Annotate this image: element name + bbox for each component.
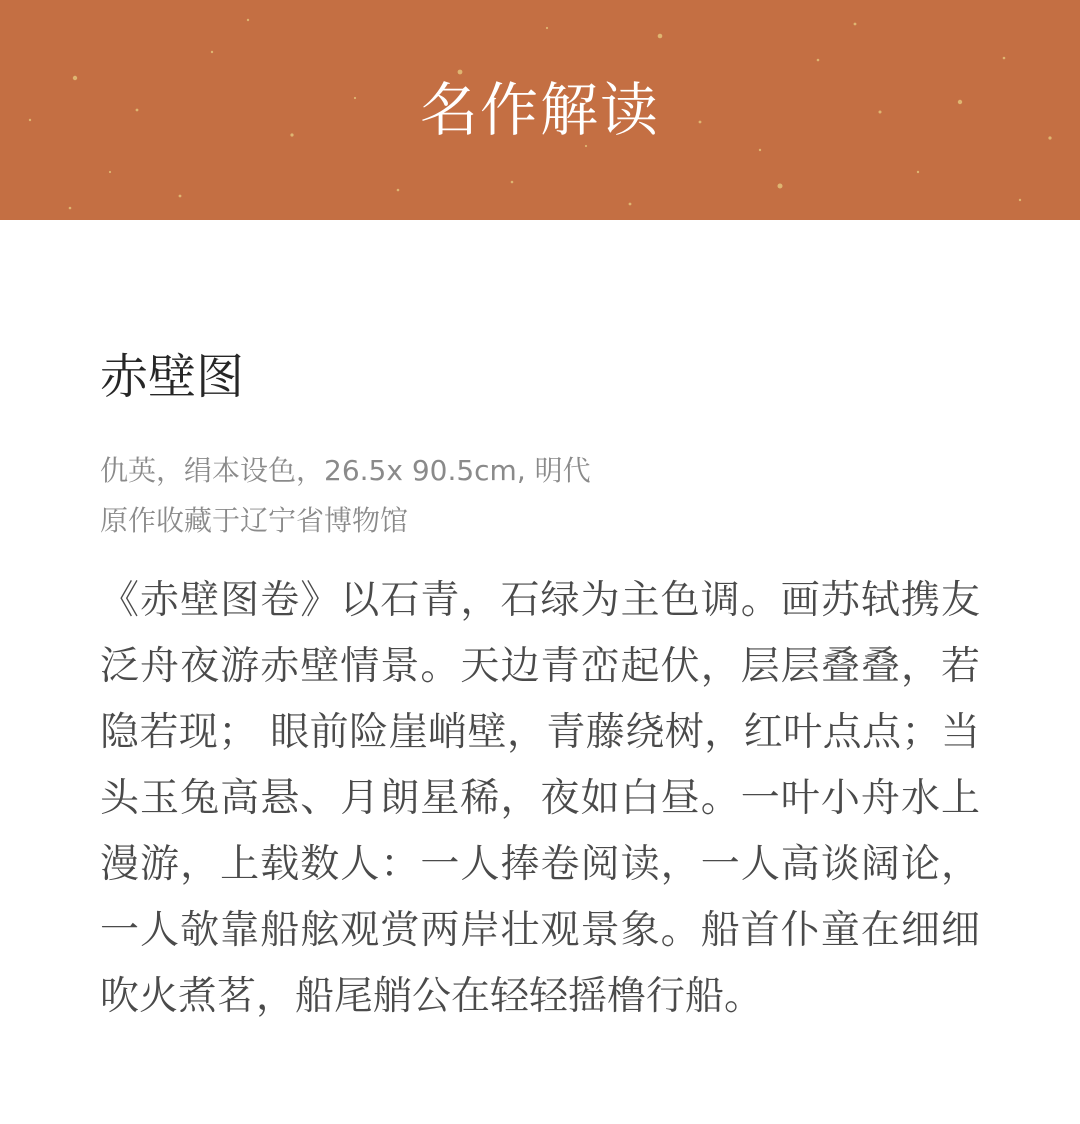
artwork-meta-line-1: 仇英，绢本设色，26.5x 90.5cm, 明代 [100, 454, 591, 487]
banner-title: 名作解读 [419, 76, 660, 144]
artwork-title: 赤壁图 [100, 349, 245, 405]
artwork-meta [100, 446, 591, 546]
header-banner [0, 0, 1080, 220]
artwork-description: 《赤壁图卷》以石青，石绿为主色调。画苏轼携友泛舟夜游赤壁情景。天边青峦起伏，层层叠叠，若隐若现； 眼前险崖峭壁，青藤绕树，红叶点点；当头玉兔高悬、月朗星稀，夜如白昼。一叶小舟水上漫游，上载数人：一人捧卷阅读，一人高谈阔论，一人欹靠船舷观赏两岸壮观景象。船首仆童在细细吹火煮茗，船尾艄公在轻轻摇橹行船。 [100, 578, 980, 1019]
artwork-meta-line-2: 原作收藏于辽宁省博物馆 [100, 504, 409, 537]
